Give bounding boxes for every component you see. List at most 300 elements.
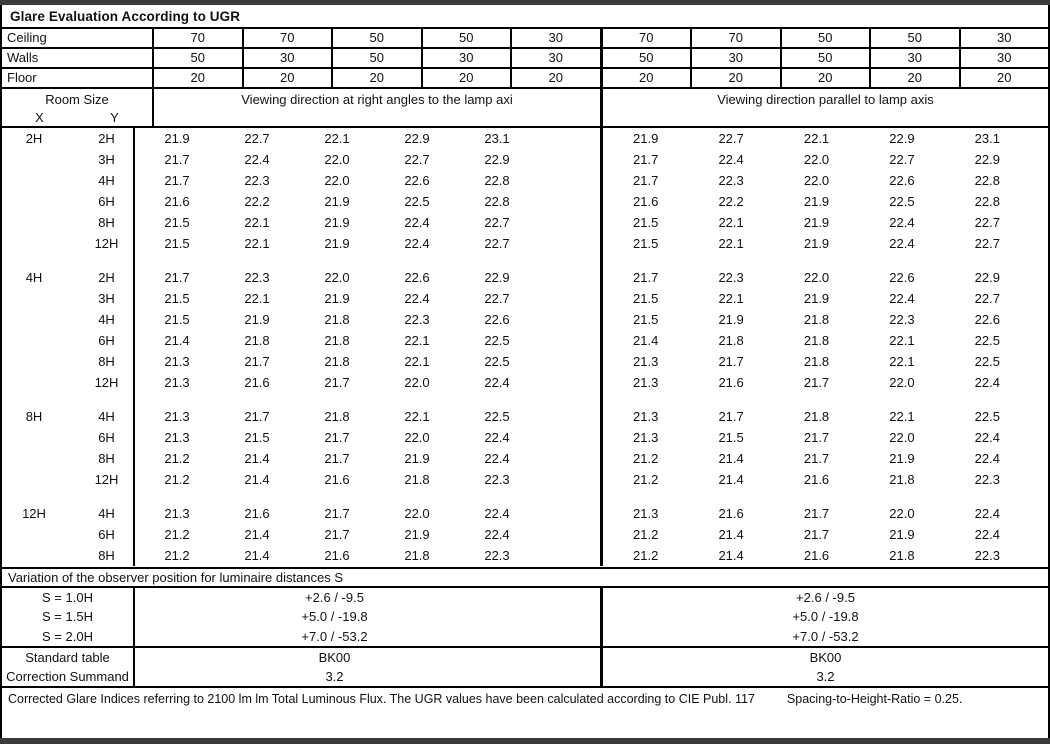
ugr-value: 22.0 bbox=[803, 152, 830, 167]
room-y-label: 8H bbox=[66, 448, 135, 469]
ugr-value: 21.2 bbox=[633, 472, 659, 487]
ugr-value bbox=[297, 254, 377, 267]
ugr-value: 21.8 bbox=[718, 333, 744, 348]
bottom-rule bbox=[0, 738, 1050, 744]
ugr-value: 22.6 bbox=[404, 173, 430, 188]
ugr-value: 21.8 bbox=[324, 354, 350, 369]
ugr-value: 21.9 bbox=[803, 236, 830, 251]
ugr-value: 21.8 bbox=[803, 354, 830, 369]
reflectance-value: 30 bbox=[871, 49, 961, 67]
table-title: Glare Evaluation According to UGR bbox=[2, 5, 1048, 29]
ugr-value: 21.7 bbox=[244, 354, 270, 369]
ugr-value: 22.3 bbox=[974, 548, 1000, 563]
ugr-values-right-angles bbox=[135, 170, 603, 191]
ugr-value: 21.5 bbox=[633, 291, 659, 306]
ugr-value: 22.1 bbox=[244, 215, 270, 230]
summary-row bbox=[2, 648, 1048, 667]
ugr-values-right-angles bbox=[135, 427, 603, 448]
ugr-value bbox=[217, 254, 297, 267]
ugr-value: 22.8 bbox=[974, 194, 1000, 209]
ugr-value bbox=[297, 490, 377, 503]
ugr-value: 22.9 bbox=[404, 131, 430, 146]
reflectance-value: 20 bbox=[871, 69, 961, 87]
ugr-value: 21.8 bbox=[324, 312, 350, 327]
ugr-value: 22.4 bbox=[404, 236, 430, 251]
ugr-value: 21.5 bbox=[633, 312, 659, 327]
ugr-value: 23.1 bbox=[484, 131, 510, 146]
ugr-value: 21.9 bbox=[803, 215, 830, 230]
reflectance-value: 30 bbox=[692, 49, 782, 67]
ugr-row bbox=[2, 233, 1048, 254]
ugr-value: 21.2 bbox=[164, 548, 190, 563]
ugr-value bbox=[377, 490, 457, 503]
ugr-values-parallel bbox=[603, 372, 1048, 393]
reflectance-value: 20 bbox=[997, 70, 1012, 85]
room-y-label: 12H bbox=[66, 372, 135, 393]
ugr-value: 22.7 bbox=[974, 215, 1000, 230]
ugr-row bbox=[2, 254, 1048, 267]
ugr-value bbox=[859, 254, 944, 267]
ugr-value: 22.5 bbox=[484, 409, 510, 424]
ugr-value: 22.1 bbox=[889, 354, 915, 369]
ugr-values-right-angles bbox=[135, 351, 603, 372]
ugr-value: 21.6 bbox=[718, 375, 744, 390]
ugr-value: 21.6 bbox=[324, 548, 350, 563]
ugr-row bbox=[2, 267, 1048, 288]
ugr-value: 22.0 bbox=[324, 270, 350, 285]
ugr-value: 21.6 bbox=[324, 472, 350, 487]
reflectance-value: 20 bbox=[603, 69, 693, 87]
ugr-values-parallel bbox=[603, 503, 1048, 524]
variation-row bbox=[2, 588, 1048, 607]
ugr-values-parallel bbox=[603, 351, 1048, 372]
room-y-label: 6H bbox=[66, 427, 135, 448]
ugr-value: 21.8 bbox=[324, 333, 350, 348]
room-y-label: 4H bbox=[66, 406, 135, 427]
surface-reflectance-row bbox=[2, 49, 1048, 69]
ugr-values-parallel bbox=[603, 191, 1048, 212]
summary-value-right-angles: BK00 bbox=[135, 648, 603, 667]
ugr-value: 21.2 bbox=[164, 527, 190, 542]
observer-variation-block bbox=[2, 588, 1048, 648]
reflectance-value: 20 bbox=[692, 69, 782, 87]
ugr-value: 21.7 bbox=[803, 375, 830, 390]
reflectance-value: 50 bbox=[782, 49, 872, 67]
ugr-value: 21.2 bbox=[633, 527, 659, 542]
ugr-value: 21.7 bbox=[803, 451, 830, 466]
ugr-value bbox=[774, 490, 859, 503]
room-x-label: 12H bbox=[22, 506, 46, 521]
ugr-value bbox=[217, 490, 297, 503]
ugr-value bbox=[137, 393, 217, 406]
ugr-value: 21.3 bbox=[164, 409, 190, 424]
ugr-value: 21.4 bbox=[633, 333, 659, 348]
ugr-value: 22.0 bbox=[404, 430, 430, 445]
ugr-values-parallel bbox=[603, 288, 1048, 309]
ugr-row bbox=[2, 191, 1048, 212]
ugr-value: 22.3 bbox=[718, 270, 744, 285]
room-x-label bbox=[2, 254, 66, 267]
room-x-label bbox=[2, 524, 66, 545]
reflectance-value: 50 bbox=[871, 29, 961, 47]
reflectance-value: 20 bbox=[423, 69, 513, 87]
room-y-label: 2H bbox=[66, 267, 135, 288]
ugr-row bbox=[2, 330, 1048, 351]
ugr-value: 22.0 bbox=[889, 506, 915, 521]
ugr-value: 22.0 bbox=[803, 173, 830, 188]
ugr-value: 21.5 bbox=[164, 236, 190, 251]
ugr-value: 21.9 bbox=[718, 312, 744, 327]
ugr-value bbox=[137, 490, 217, 503]
ugr-values-right-angles bbox=[135, 309, 603, 330]
ugr-value: 21.8 bbox=[404, 548, 430, 563]
room-size-header bbox=[2, 89, 154, 126]
ugr-value: 22.1 bbox=[404, 333, 430, 348]
ugr-value: 21.3 bbox=[633, 430, 659, 445]
ugr-value bbox=[457, 254, 537, 267]
ugr-value: 22.8 bbox=[484, 194, 510, 209]
reflectance-value: 30 bbox=[997, 30, 1012, 45]
reflectance-value: 70 bbox=[692, 29, 782, 47]
summary-label: Correction Summand bbox=[2, 667, 135, 686]
ugr-value: 21.8 bbox=[803, 333, 830, 348]
ugr-value: 21.8 bbox=[889, 472, 915, 487]
ugr-value: 21.8 bbox=[244, 333, 270, 348]
room-x-label bbox=[2, 545, 66, 566]
ugr-value: 21.2 bbox=[164, 472, 190, 487]
reflectance-value: 20 bbox=[782, 69, 872, 87]
ugr-value: 22.5 bbox=[484, 354, 510, 369]
ugr-values-parallel bbox=[603, 490, 1048, 503]
ugr-value: 22.5 bbox=[889, 194, 915, 209]
ugr-values-right-angles bbox=[135, 524, 603, 545]
ugr-value: 22.1 bbox=[324, 131, 350, 146]
ugr-value: 21.6 bbox=[164, 194, 190, 209]
ugr-value: 21.3 bbox=[164, 354, 190, 369]
ugr-row bbox=[2, 128, 1048, 149]
ugr-value: 21.9 bbox=[803, 194, 830, 209]
reflectance-value: 50 bbox=[603, 49, 693, 67]
variation-section-title: Variation of the observer position for luminaire distances S bbox=[2, 569, 1048, 588]
ugr-value bbox=[603, 490, 688, 503]
room-x-label bbox=[2, 372, 66, 393]
variation-row bbox=[2, 627, 1048, 646]
ugr-value: 21.5 bbox=[633, 236, 659, 251]
variation-value-parallel: +5.0 / -19.8 bbox=[792, 609, 859, 625]
ugr-value bbox=[688, 393, 773, 406]
ugr-value: 22.4 bbox=[974, 375, 1000, 390]
viewing-direction-right-angles-header: Viewing direction at right angles to the lamp axi bbox=[154, 89, 603, 126]
ugr-value: 21.8 bbox=[324, 409, 350, 424]
spacing-label: S = 1.0H bbox=[2, 588, 135, 607]
ugr-value: 21.7 bbox=[803, 527, 830, 542]
ugr-value bbox=[688, 490, 773, 503]
room-y-label bbox=[66, 393, 135, 406]
ugr-value: 22.4 bbox=[484, 506, 510, 521]
ugr-value: 22.9 bbox=[484, 270, 510, 285]
ugr-values-parallel bbox=[603, 233, 1048, 254]
ugr-value: 21.2 bbox=[633, 451, 659, 466]
room-x-label bbox=[2, 149, 66, 170]
ugr-value: 21.9 bbox=[324, 291, 350, 306]
ugr-value: 21.8 bbox=[404, 472, 430, 487]
ugr-values-right-angles bbox=[135, 393, 603, 406]
ugr-value: 21.4 bbox=[164, 333, 190, 348]
ugr-value: 22.1 bbox=[718, 215, 744, 230]
ugr-values-parallel bbox=[603, 393, 1048, 406]
ugr-values-parallel bbox=[603, 448, 1048, 469]
ugr-value: 22.4 bbox=[974, 430, 1000, 445]
ugr-value: 21.5 bbox=[164, 312, 190, 327]
ugr-value: 22.6 bbox=[484, 312, 510, 327]
room-y-label: 3H bbox=[66, 149, 135, 170]
reflectance-value: 70 bbox=[244, 29, 334, 47]
ugr-value: 21.6 bbox=[718, 506, 744, 521]
variation-value-right-angles: +2.6 / -9.5 bbox=[135, 588, 603, 607]
ugr-values-right-angles bbox=[135, 372, 603, 393]
ugr-values-parallel bbox=[603, 212, 1048, 233]
ugr-row bbox=[2, 545, 1048, 566]
reflectance-value: 70 bbox=[603, 29, 693, 47]
footer-note-text: Corrected Glare Indices referring to 2100 lm lm Total Luminous Flux. The UGR values have been calculated according to CIE Publ. 117 bbox=[8, 692, 755, 706]
room-y-label: 2H bbox=[66, 128, 135, 149]
ugr-value bbox=[457, 393, 537, 406]
ugr-value: 21.4 bbox=[718, 451, 744, 466]
ugr-row bbox=[2, 309, 1048, 330]
ugr-values-right-angles bbox=[135, 288, 603, 309]
ugr-value: 22.9 bbox=[889, 131, 915, 146]
ugr-value: 21.7 bbox=[324, 506, 350, 521]
ugr-values-right-angles bbox=[135, 545, 603, 566]
surface-label: Walls bbox=[2, 49, 154, 67]
ugr-value: 21.3 bbox=[164, 506, 190, 521]
variation-row bbox=[2, 607, 1048, 626]
ugr-value bbox=[945, 393, 1030, 406]
ugr-values-right-angles bbox=[135, 149, 603, 170]
ugr-value: 21.3 bbox=[633, 506, 659, 521]
ugr-value bbox=[297, 393, 377, 406]
ugr-values-right-angles bbox=[135, 191, 603, 212]
ugr-row bbox=[2, 351, 1048, 372]
ugr-value: 21.9 bbox=[164, 131, 190, 146]
ugr-value: 21.4 bbox=[718, 548, 744, 563]
ugr-values-parallel bbox=[603, 330, 1048, 351]
ugr-value: 22.0 bbox=[404, 375, 430, 390]
ugr-value bbox=[603, 393, 688, 406]
ugr-value: 22.1 bbox=[889, 333, 915, 348]
ugr-value: 22.1 bbox=[244, 291, 270, 306]
ugr-values-body bbox=[2, 128, 1048, 569]
ugr-value: 22.3 bbox=[244, 270, 270, 285]
ugr-values-parallel bbox=[603, 128, 1048, 149]
room-y-label: 12H bbox=[66, 469, 135, 490]
ugr-value: 21.6 bbox=[244, 375, 270, 390]
ugr-values-parallel bbox=[603, 254, 1048, 267]
room-y-label: 8H bbox=[66, 351, 135, 372]
ugr-value: 21.4 bbox=[244, 527, 270, 542]
ugr-value: 21.3 bbox=[164, 375, 190, 390]
ugr-row bbox=[2, 393, 1048, 406]
ugr-value: 21.9 bbox=[889, 527, 915, 542]
ugr-value: 22.4 bbox=[718, 152, 744, 167]
ugr-value: 22.4 bbox=[889, 236, 915, 251]
spacing-label: S = 2.0H bbox=[2, 627, 135, 646]
ugr-value: 21.9 bbox=[324, 215, 350, 230]
ugr-value: 21.7 bbox=[633, 270, 659, 285]
ugr-values-right-angles bbox=[135, 128, 603, 149]
ugr-value: 21.5 bbox=[244, 430, 270, 445]
ugr-value bbox=[774, 393, 859, 406]
reflectance-value: 50 bbox=[333, 49, 423, 67]
ugr-value: 21.9 bbox=[324, 194, 350, 209]
ugr-value: 22.6 bbox=[404, 270, 430, 285]
ugr-values-parallel bbox=[603, 469, 1048, 490]
ugr-value: 21.7 bbox=[164, 152, 190, 167]
summary-value-parallel: BK00 bbox=[809, 650, 842, 665]
ugr-values-right-angles bbox=[135, 267, 603, 288]
reflectance-value: 30 bbox=[512, 29, 603, 47]
reflectance-value: 50 bbox=[782, 29, 872, 47]
ugr-value: 21.6 bbox=[244, 506, 270, 521]
ugr-value: 21.3 bbox=[633, 409, 659, 424]
ugr-value: 22.5 bbox=[484, 333, 510, 348]
ugr-value: 21.7 bbox=[324, 375, 350, 390]
x-axis-label: X bbox=[35, 110, 44, 125]
ugr-value bbox=[945, 490, 1030, 503]
ugr-value bbox=[688, 254, 773, 267]
ugr-value: 21.9 bbox=[889, 451, 915, 466]
ugr-value bbox=[774, 254, 859, 267]
ugr-value: 21.9 bbox=[633, 131, 659, 146]
room-x-label bbox=[2, 448, 66, 469]
ugr-value: 21.7 bbox=[633, 152, 659, 167]
ugr-value: 22.5 bbox=[974, 333, 1000, 348]
y-axis-label: Y bbox=[110, 110, 119, 125]
room-y-label bbox=[66, 254, 135, 267]
ugr-value: 21.7 bbox=[164, 270, 190, 285]
ugr-value: 22.0 bbox=[803, 270, 830, 285]
ugr-value: 21.5 bbox=[164, 215, 190, 230]
ugr-value: 21.9 bbox=[244, 312, 270, 327]
ugr-row bbox=[2, 448, 1048, 469]
ugr-value: 22.2 bbox=[244, 194, 270, 209]
ugr-value: 21.7 bbox=[324, 527, 350, 542]
reflectance-value: 50 bbox=[333, 29, 423, 47]
ugr-value: 22.3 bbox=[244, 173, 270, 188]
ugr-values-parallel bbox=[603, 524, 1048, 545]
ugr-value: 21.5 bbox=[718, 430, 744, 445]
ugr-value: 22.4 bbox=[974, 506, 1000, 521]
surface-reflectance-row bbox=[2, 29, 1048, 49]
spacing-height-ratio: Spacing-to-Height-Ratio = 0.25. bbox=[786, 692, 963, 706]
ugr-value bbox=[603, 254, 688, 267]
ugr-values-right-angles bbox=[135, 330, 603, 351]
reflectance-value: 20 bbox=[333, 69, 423, 87]
summary-value-parallel: 3.2 bbox=[816, 669, 835, 684]
ugr-value: 22.8 bbox=[974, 173, 1000, 188]
room-size-label: Room Size bbox=[45, 92, 109, 107]
ugr-value: 21.4 bbox=[244, 472, 270, 487]
ugr-value: 22.8 bbox=[484, 173, 510, 188]
room-x-label bbox=[2, 233, 66, 254]
ugr-row bbox=[2, 406, 1048, 427]
ugr-value: 22.9 bbox=[484, 152, 510, 167]
ugr-value: 21.9 bbox=[404, 451, 430, 466]
ugr-value: 21.6 bbox=[803, 472, 830, 487]
ugr-value: 22.7 bbox=[974, 291, 1000, 306]
ugr-values-parallel bbox=[603, 267, 1048, 288]
ugr-value: 22.3 bbox=[484, 548, 510, 563]
ugr-value: 21.7 bbox=[803, 506, 830, 521]
reflectance-value: 20 bbox=[154, 69, 244, 87]
ugr-value: 22.0 bbox=[324, 152, 350, 167]
ugr-values-right-angles bbox=[135, 212, 603, 233]
variation-value-parallel: +7.0 / -53.2 bbox=[792, 628, 859, 644]
ugr-value: 22.4 bbox=[244, 152, 270, 167]
ugr-value: 21.8 bbox=[803, 409, 830, 424]
ugr-values-right-angles bbox=[135, 254, 603, 267]
room-x-label bbox=[2, 212, 66, 233]
reflectance-value: 30 bbox=[512, 49, 603, 67]
ugr-value: 22.3 bbox=[404, 312, 430, 327]
ugr-value: 22.7 bbox=[974, 236, 1000, 251]
ugr-value: 22.7 bbox=[718, 131, 744, 146]
variation-value-parallel: +2.6 / -9.5 bbox=[796, 590, 855, 606]
ugr-values-right-angles bbox=[135, 490, 603, 503]
room-y-label: 6H bbox=[66, 191, 135, 212]
ugr-values-right-angles bbox=[135, 469, 603, 490]
room-y-label: 6H bbox=[66, 524, 135, 545]
ugr-row bbox=[2, 149, 1048, 170]
room-y-label: 8H bbox=[66, 545, 135, 566]
ugr-value: 22.1 bbox=[889, 409, 915, 424]
room-x-label bbox=[2, 170, 66, 191]
viewing-direction-parallel-header: Viewing direction parallel to lamp axis bbox=[717, 92, 934, 107]
footer-note bbox=[2, 688, 1048, 738]
ugr-value: 21.7 bbox=[718, 354, 744, 369]
ugr-value: 22.7 bbox=[244, 131, 270, 146]
ugr-value bbox=[137, 254, 217, 267]
ugr-value: 21.9 bbox=[324, 236, 350, 251]
ugr-value: 22.1 bbox=[718, 236, 744, 251]
ugr-value: 22.5 bbox=[974, 354, 1000, 369]
ugr-value: 21.3 bbox=[633, 375, 659, 390]
ugr-value: 22.6 bbox=[889, 270, 915, 285]
ugr-value bbox=[217, 393, 297, 406]
room-y-label: 4H bbox=[66, 309, 135, 330]
ugr-value: 22.7 bbox=[889, 152, 915, 167]
ugr-value: 21.3 bbox=[164, 430, 190, 445]
ugr-value: 22.4 bbox=[404, 215, 430, 230]
ugr-value: 22.4 bbox=[484, 451, 510, 466]
ugr-values-parallel bbox=[603, 545, 1048, 566]
ugr-value: 21.4 bbox=[718, 527, 744, 542]
ugr-value: 21.5 bbox=[164, 291, 190, 306]
ugr-value: 21.7 bbox=[803, 430, 830, 445]
ugr-value: 22.4 bbox=[484, 527, 510, 542]
ugr-value bbox=[945, 254, 1030, 267]
ugr-value: 21.7 bbox=[244, 409, 270, 424]
ugr-value: 22.4 bbox=[974, 527, 1000, 542]
ugr-value: 22.4 bbox=[484, 375, 510, 390]
room-x-label: 8H bbox=[25, 409, 43, 424]
ugr-value: 21.8 bbox=[803, 312, 830, 327]
room-y-label bbox=[66, 490, 135, 503]
ugr-value: 22.4 bbox=[484, 430, 510, 445]
variation-value-right-angles: +5.0 / -19.8 bbox=[135, 607, 603, 626]
ugr-value: 22.0 bbox=[889, 375, 915, 390]
ugr-row bbox=[2, 524, 1048, 545]
